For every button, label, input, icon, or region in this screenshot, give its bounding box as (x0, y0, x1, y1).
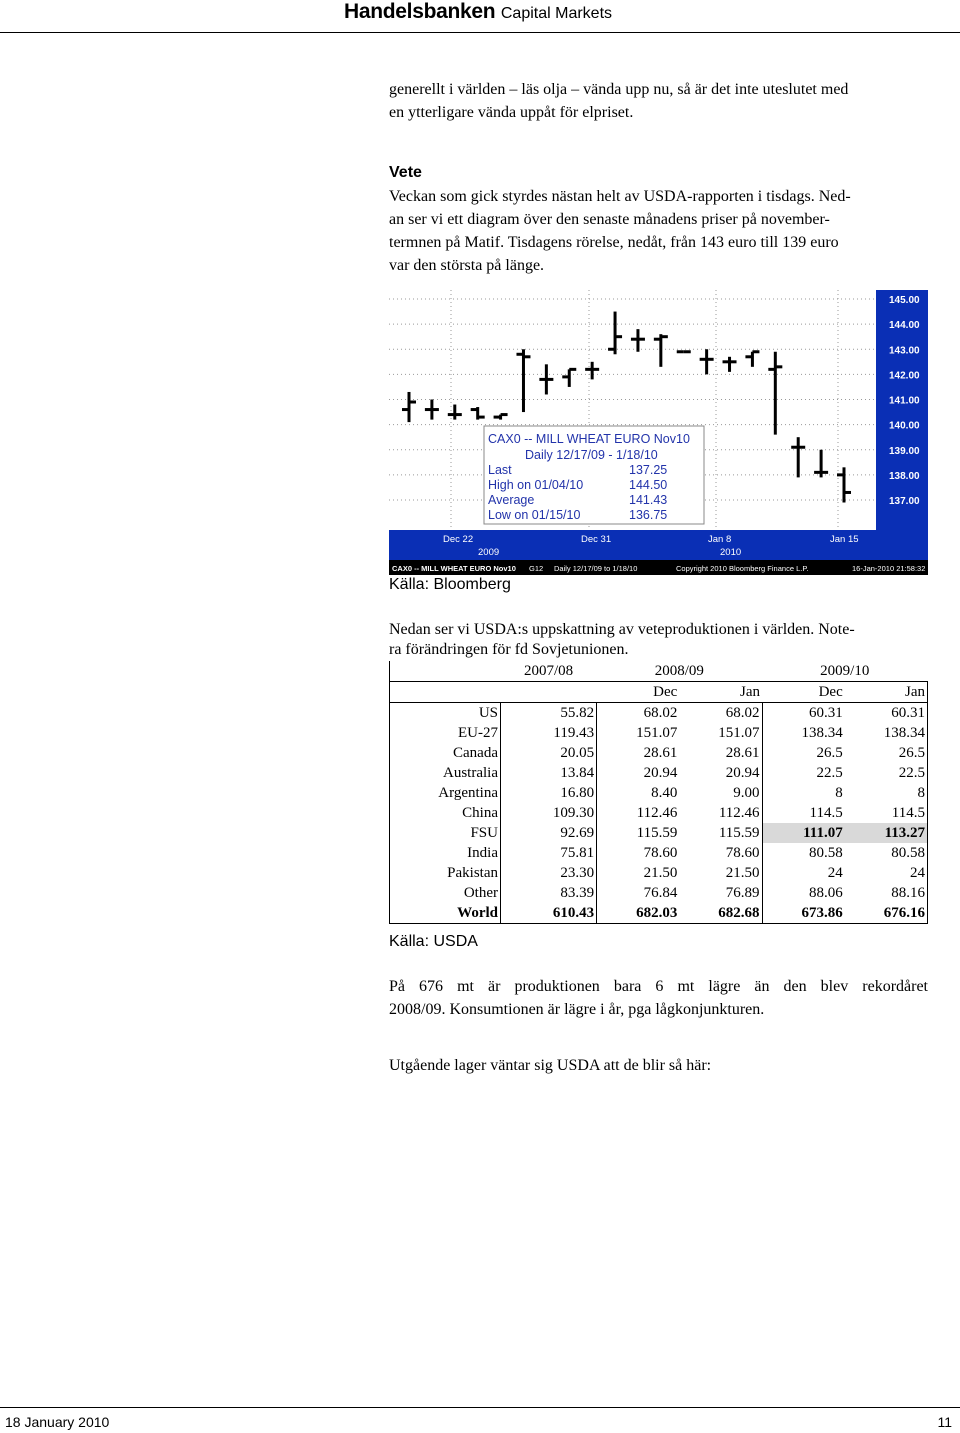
x-year-label: 2010 (720, 547, 742, 558)
y-tick-label: 137.00 (889, 496, 920, 507)
y-tick-label: 143.00 (889, 345, 920, 357)
info-value: 141.43 (629, 493, 668, 507)
table-row (390, 743, 928, 763)
footer-copyright: Copyright 2010 Bloomberg Finance L.P. (676, 564, 809, 573)
year-header: 2009/10 (820, 663, 870, 679)
section-heading: Vete (389, 164, 422, 181)
table-cell: 76.89 (679, 883, 762, 903)
table-cell: 151.07 (636, 725, 678, 741)
section-line-3: termnen på Matif. Tisdagens rörelse, nedåt, från 143 euro till 139 euro (389, 234, 839, 251)
info-label: Average (488, 493, 535, 507)
footer-g12: G12 (529, 564, 544, 573)
y-tick-label: 140.00 (889, 420, 920, 432)
table-cell: 113.27 (845, 823, 928, 843)
info-box (484, 426, 704, 524)
footer-timestamp: 16-Jan-2010 21:58:32 (852, 564, 926, 573)
table-cell: 114.5 (845, 803, 928, 823)
table-cell: 88.16 (845, 883, 928, 903)
table-row (390, 883, 928, 903)
table-cell: 92.69 (501, 823, 597, 843)
x-tick-label: Dec 22 (443, 534, 474, 545)
row-label: US (390, 703, 501, 724)
table-row (390, 823, 928, 843)
table-cell: 78.60 (643, 845, 678, 861)
para3-line-2: 2008/09. Konsumtionen är lägre i år, pga lågkonjunkturen. (389, 1001, 765, 1018)
table-cell: 138.34 (845, 723, 928, 743)
info-title: CAX0 -- MILL WHEAT EURO Nov10 (488, 432, 690, 446)
y-tick-label: 142.00 (889, 370, 920, 382)
table-cell: 112.46 (679, 803, 762, 823)
row-label: EU-27 (390, 723, 501, 743)
table-cell: 80.58 (808, 845, 843, 861)
page-footer (0, 1407, 960, 1430)
chart-source: Källa: Bloomberg (389, 576, 511, 593)
table-cell: 151.07 (679, 723, 762, 743)
intro-line-1: generellt i världen – läs olja – vända upp nu, så är det inte uteslutet med (389, 81, 849, 98)
table-cell: 16.80 (501, 783, 597, 803)
table-cell: 682.68 (679, 903, 762, 924)
table-cell: 60.31 (808, 705, 843, 721)
table-cell: 8 (835, 785, 843, 801)
table-cell: 26.5 (845, 743, 928, 763)
table-cell: 60.31 (845, 703, 928, 724)
table-row (390, 703, 928, 724)
section-line-4: var den största på länge. (389, 257, 545, 274)
subheader: Jan (845, 682, 928, 703)
table-row (390, 803, 928, 823)
year-header: 2007/08 (523, 663, 574, 679)
row-label: Australia (390, 763, 501, 783)
row-label: Other (390, 883, 501, 903)
table-cell: 20.94 (679, 763, 762, 783)
table-cell: 26.5 (816, 745, 843, 761)
info-label: Low on 01/15/10 (488, 508, 581, 522)
table-cell: 68.02 (643, 705, 678, 721)
row-label: World (390, 903, 501, 924)
table-cell: 115.59 (679, 823, 762, 843)
brand-logo (344, 0, 612, 24)
table-row (390, 783, 928, 803)
y-tick-label: 141.00 (889, 395, 920, 407)
table-cell: 676.16 (845, 903, 928, 924)
table-cell: 109.30 (501, 803, 597, 823)
info-subtitle: Daily 12/17/09 - 1/18/10 (525, 448, 658, 462)
y-tick-label: 145.00 (889, 295, 920, 306)
table-cell: 22.5 (816, 765, 843, 781)
table-cell: 55.82 (501, 703, 597, 724)
table-cell: 114.5 (809, 805, 843, 821)
footer-range: Daily 12/17/09 to 1/18/10 (554, 564, 638, 573)
table-cell: 119.43 (501, 723, 597, 743)
para4: Utgående lager väntar sig USDA att de blir så här: (389, 1057, 712, 1074)
table-cell: 78.60 (679, 843, 762, 863)
table-cell: 21.50 (643, 865, 678, 881)
page-number: 11 (937, 1414, 952, 1430)
subheader: Dec (597, 682, 680, 703)
table-cell: 23.30 (501, 863, 597, 883)
table-cell: 20.94 (643, 765, 678, 781)
production-table (389, 661, 928, 924)
info-value: 136.75 (629, 508, 668, 522)
table-cell: 13.84 (501, 763, 597, 783)
para3-line-1: På 676 mt är produktionen bara 6 mt lägre än den blev rekordåret (389, 978, 928, 995)
info-value: 137.25 (629, 463, 668, 477)
table-cell: 673.86 (762, 903, 845, 924)
table-cell: 22.5 (845, 763, 928, 783)
brand-name: Handelsbanken (344, 0, 496, 23)
table-year-row (390, 661, 928, 682)
x-tick-label: Jan 15 (830, 534, 859, 545)
table-cell: 76.84 (643, 885, 678, 901)
y-tick-label: 138.00 (889, 470, 920, 482)
subheader: Jan (679, 682, 762, 703)
table-cell: 610.43 (501, 903, 597, 924)
page-header (0, 0, 960, 33)
table-row (390, 763, 928, 783)
table-subheader-row (390, 682, 928, 703)
table-cell: 21.50 (679, 863, 762, 883)
subheader: Dec (762, 682, 845, 703)
table-cell: 88.06 (808, 885, 843, 901)
y-tick-label: 139.00 (889, 445, 920, 457)
row-label: Argentina (390, 783, 501, 803)
table-cell: 115.59 (636, 825, 678, 841)
info-label: Last (488, 463, 512, 477)
table-row (390, 723, 928, 743)
section-line-2: an ser vi ett diagram över den senaste månadens priser på november- (389, 211, 830, 228)
intro-line-2: en ytterligare vända uppåt för elpriset. (389, 104, 634, 121)
footer-ticker: CAX0 -- MILL WHEAT EURO Nov10 (392, 564, 516, 573)
table-cell: 20.05 (501, 743, 597, 763)
table-cell: 24 (845, 863, 928, 883)
info-value: 144.50 (629, 478, 668, 492)
para2-line-2: ra förändringen för fd Sovjetunionen. (389, 641, 629, 658)
year-header: 2008/09 (654, 663, 704, 679)
row-label: China (390, 803, 501, 823)
table-cell: 9.00 (679, 783, 762, 803)
table-cell: 111.07 (762, 823, 845, 843)
table-cell: 8.40 (651, 785, 678, 801)
table-cell: 68.02 (679, 703, 762, 724)
table-cell: 682.03 (597, 903, 680, 924)
table-source: Källa: USDA (389, 933, 478, 950)
row-label: Pakistan (390, 863, 501, 883)
table-cell: 28.61 (643, 745, 678, 761)
x-tick-label: Jan 8 (708, 534, 732, 545)
row-label: India (390, 843, 501, 863)
table-cell: 75.81 (501, 843, 597, 863)
table-cell: 83.39 (501, 883, 597, 903)
table-cell: 112.46 (636, 805, 678, 821)
row-label: Canada (390, 743, 501, 763)
table-row (390, 843, 928, 863)
table-cell: 80.58 (845, 843, 928, 863)
table-cell: 8 (845, 783, 928, 803)
y-tick-label: 144.00 (889, 320, 920, 332)
brand-subtitle: Capital Markets (500, 5, 613, 22)
table-cell: 138.34 (801, 725, 843, 741)
section-line-1: Veckan som gick styrdes nästan helt av USDA-rapporten i tisdags. Ned- (389, 188, 851, 205)
table-row-total (390, 903, 928, 924)
wheat-price-chart (389, 290, 928, 575)
row-label: FSU (390, 823, 501, 843)
footer-date: 18 January 2010 (5, 1414, 110, 1430)
info-label: High on 01/04/10 (488, 478, 584, 492)
x-year-label: 2009 (478, 547, 500, 558)
table-row (390, 863, 928, 883)
x-tick-label: Dec 31 (581, 534, 612, 545)
para2-line-1: Nedan ser vi USDA:s uppskattning av veteproduktionen i världen. Note- (389, 621, 855, 638)
table-cell: 24 (827, 865, 843, 881)
table-cell: 28.61 (679, 743, 762, 763)
